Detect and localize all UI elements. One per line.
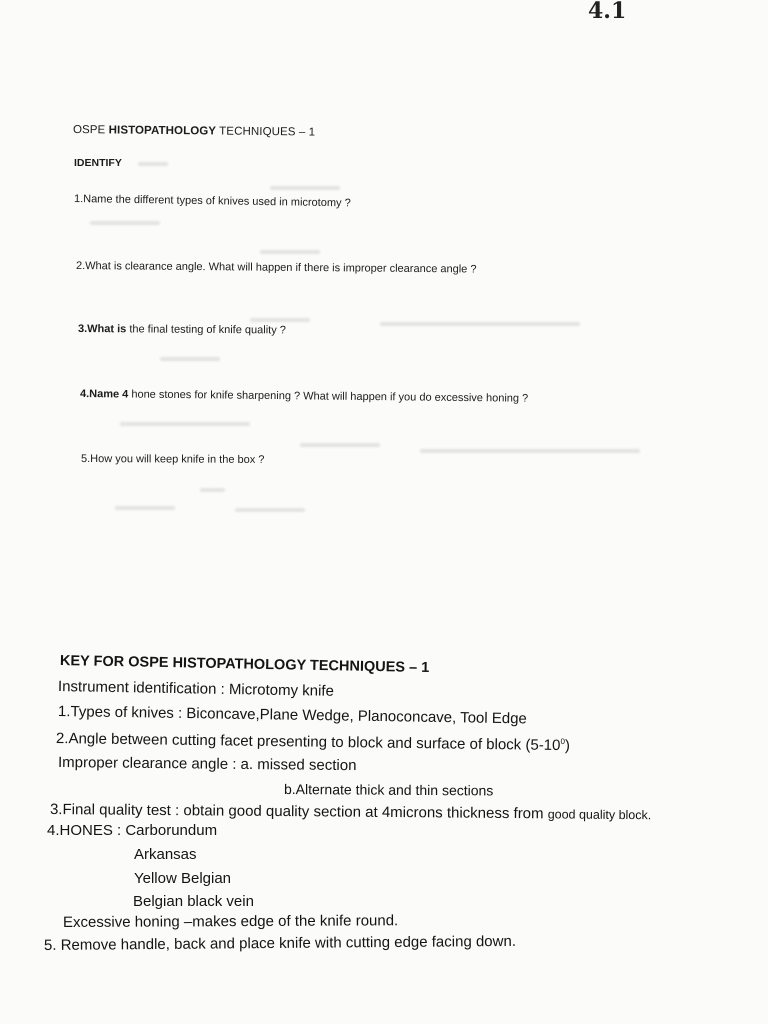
bleed-through-mark [270,186,340,190]
bleed-through-mark [300,443,380,447]
question-4-lead: 4.Name 4 [79,388,129,401]
key-hones: 4.HONES : Carborundum [47,822,218,839]
key-angle-text: 2.Angle between cutting facet presenting to block and surface of block (5-10 [55,730,561,755]
key-final-small: good quality block. [547,807,652,823]
page-number: 4.1 [588,0,627,24]
bleed-through-mark [138,162,168,166]
bleed-through-mark [200,488,225,492]
bleed-through-mark [260,250,320,254]
title-bold: HISTOPATHOLOGY [108,124,217,138]
question-3-lead: 3.What is [77,323,127,336]
key-instrument-identification: Instrument identification : Microtomy knife [57,678,335,700]
key-excessive-honing: Excessive honing –makes edge of the knife round. [62,912,399,931]
bleed-through-mark [380,322,580,326]
bleed-through-mark [160,357,220,361]
key-final-quality-test [50,801,651,823]
question-4 [80,388,528,405]
key-final-text: 3.Final quality test : obtain good quality section at 4microns thickness from [49,801,548,823]
bleed-through-mark [235,508,305,512]
bleed-through-mark [420,449,640,453]
title-suffix: TECHNIQUES – 1 [216,125,316,139]
key-hone-item: Yellow Belgian [134,870,232,887]
bleed-through-mark [90,221,160,225]
key-hone-item: Arkansas [134,846,197,863]
key-title: KEY FOR OSPE HISTOPATHOLOGY TECHNIQUES – 1 [59,653,430,677]
key-knife-storage: 5. Remove handle, back and place knife with cutting edge facing down. [43,932,517,954]
question-3-text: the final testing of knife quality ? [126,323,286,337]
identify-label: IDENTIFY [74,157,122,169]
key-angle-degree: 0 [560,737,566,747]
bleed-through-mark [120,422,250,426]
question-sheet-title [73,124,315,139]
bleed-through-mark [115,506,175,510]
bleed-through-mark [250,318,310,322]
question-4-text: hone stones for knife sharpening ? What will happen if you do excessive honing ? [128,388,529,405]
title-prefix: OSPE [72,124,109,137]
question-3 [78,323,286,336]
key-improper-angle-b: b.Alternate thick and thin sections [283,781,494,799]
key-angle-close: ) [564,737,571,755]
question-1: 1.Name the different types of knives used in microtomy ? [73,193,351,210]
question-2: 2.What is clearance angle. What will happen if there is improper clearance angle ? [75,260,477,276]
key-hone-item: Belgian black vein [133,893,254,910]
key-clearance-angle [56,730,570,754]
key-improper-angle: Improper clearance angle : a. missed section [57,754,357,775]
question-5: 5.How you will keep knife in the box ? [80,453,265,466]
key-types-of-knives: 1.Types of knives : Biconcave,Plane Wedge, Planoconcave, Tool Edge [57,703,527,728]
